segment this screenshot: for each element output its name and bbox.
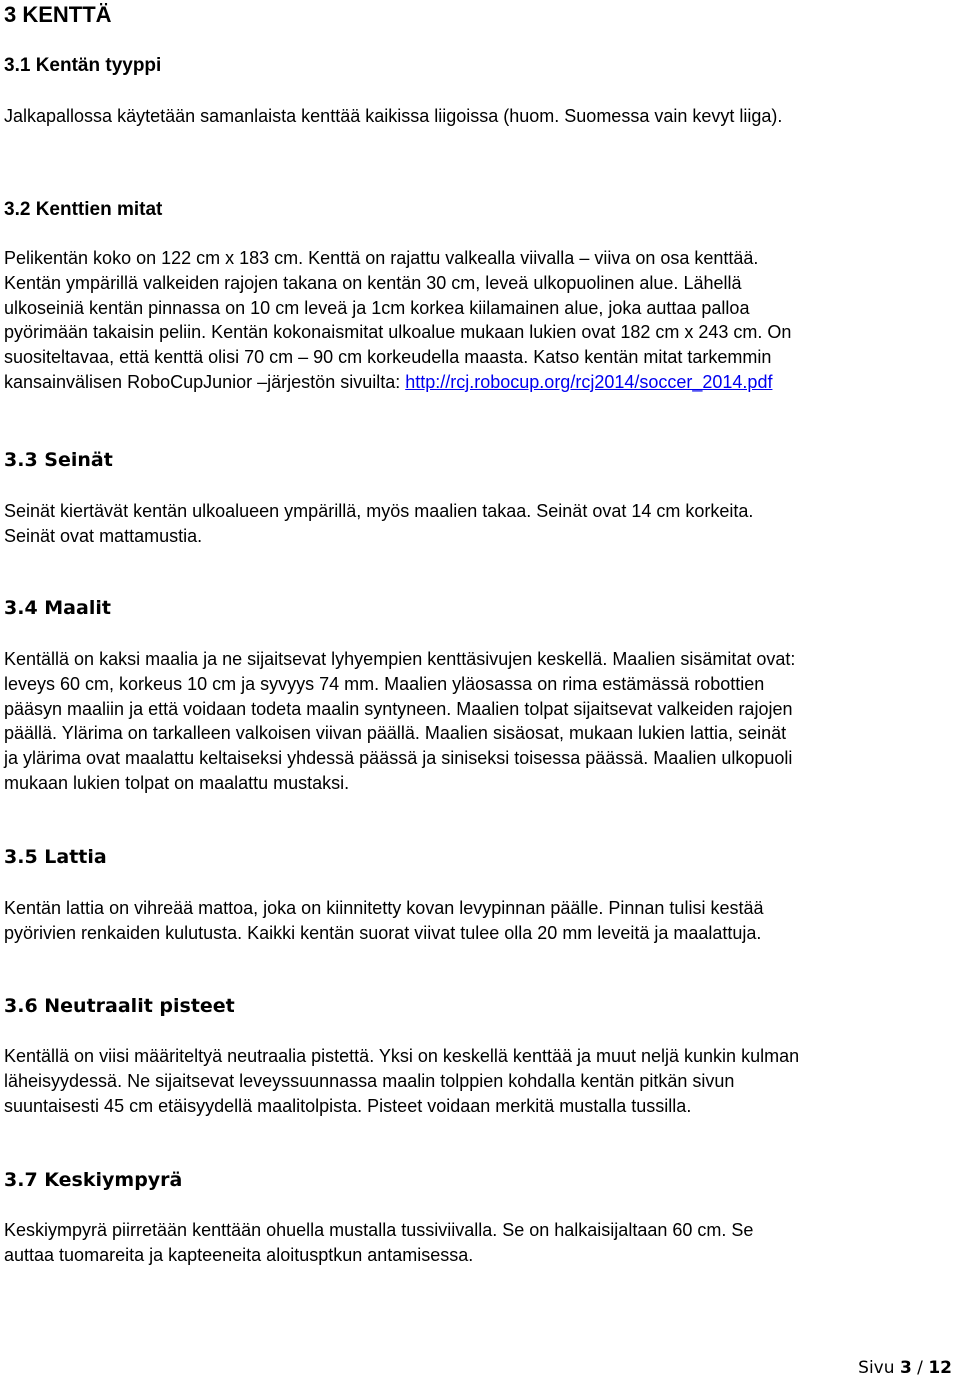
chapter-heading: 3 KENTTÄ	[4, 2, 112, 27]
text-line: Pelikentän koko on 122 cm x 183 cm. Kenttä on rajattu valkealla viivalla – viiva on osa kenttää.	[4, 248, 759, 268]
text-line: ulkoseiniä kentän pinnassa on 10 cm leveä ja 1cm korkea kiilamainen alue, joka auttaa palloa	[4, 297, 750, 318]
total-pages: 12	[928, 1358, 952, 1378]
text-line: päällä. Ylärima on tarkalleen valkoisen viivan päällä. Maalien sisäosat, mukaan lukien lattia, seinät	[4, 723, 787, 744]
section-heading-3-1: 3.1 Kentän tyyppi	[4, 55, 162, 76]
section-heading-3-4: 3.4 Maalit	[4, 597, 111, 619]
text-line: Kentän lattia on vihreää mattoa, joka on kiinnitetty kovan levypinnan päälle. Pinnan tulisi kestää	[4, 898, 764, 918]
section-3-7-body	[4, 1218, 960, 1268]
page-label: Sivu	[858, 1358, 900, 1378]
text-line: ja ylärima ovat maalattu keltaiseksi yhdessä päässä ja siniseksi toisessa päässä. Maalien ulkopuoli	[4, 748, 793, 769]
text-line: Kentällä on viisi määriteltyä neutraalia pistettä. Yksi on keskellä kenttää ja muut neljä kunkin kulman	[4, 1046, 800, 1066]
text-line: suositeltavaa, että kenttä olisi 70 cm – 90 cm korkeudella maasta. Katso kentän mitat tarkemmin	[4, 347, 772, 368]
section-heading-3-2: 3.2 Kenttien mitat	[4, 199, 163, 220]
section-heading-3-6: 3.6 Neutraalit pisteet	[4, 995, 235, 1017]
text-fragment: kansainvälisen RoboCupJunior –järjestön sivuilta:	[4, 371, 406, 392]
robocup-rules-link[interactable]: http://rcj.robocup.org/rcj2014/soccer_2014.pdf	[405, 371, 773, 392]
text-line: suuntaisesti 45 cm etäisyydellä maalitolpista. Pisteet voidaan merkitä mustalla tussilla.	[4, 1095, 692, 1116]
text-line: Keskiympyrä piirretään kenttään ohuella mustalla tussiviivalla. Se on halkaisijaltaan 60 cm. Se	[4, 1220, 754, 1240]
text-line: Seinät ovat mattamustia.	[4, 525, 203, 546]
current-page: 3	[899, 1358, 912, 1378]
text-line: pääsyn maaliin ja että voidaan todeta maalin syntyneen. Maalien tolpat sijaitsevat valkeiden rajojen	[4, 698, 793, 719]
page-separator: /	[911, 1358, 929, 1378]
section-3-1-body	[4, 104, 960, 129]
text-line-with-link	[4, 370, 960, 395]
text-line: Kentän ympärillä valkeiden rajojen takana on kentän 30 cm, leveä ulkopuolinen alue. Lähellä	[4, 272, 742, 293]
text-line: auttaa tuomareita ja kapteeneita aloitusptkun antamisessa.	[4, 1244, 474, 1265]
section-3-5-body	[4, 896, 960, 946]
text-line: Kentällä on kaksi maalia ja ne sijaitsevat lyhyempien kenttäsivujen keskellä. Maalien sisämitat ovat:	[4, 649, 796, 669]
section-3-3-body	[4, 499, 960, 549]
text-line: Jalkapallossa käytetään samanlaista kenttää kaikissa liigoissa (huom. Suomessa vain kevyt liiga).	[4, 106, 783, 126]
section-3-6-body	[4, 1044, 960, 1118]
text-line: pyörivien renkaiden kulutusta. Kaikki kentän suorat viivat tulee olla 20 mm leveitä ja maalattuja.	[4, 922, 762, 943]
page-number	[858, 1358, 952, 1378]
text-line: pyörimään takaisin peliin. Kentän kokonaismitat ulkoalue mukaan lukien ovat 182 cm x 243 cm. On	[4, 322, 792, 343]
text-line: Seinät kiertävät kentän ulkoalueen ympärillä, myös maalien takaa. Seinät ovat 14 cm korkeita.	[4, 501, 754, 521]
section-heading-3-5: 3.5 Lattia	[4, 846, 107, 868]
text-line: leveys 60 cm, korkeus 10 cm ja syvyys 74 mm. Maalien yläosassa on rima estämässä robottien	[4, 673, 765, 694]
section-heading-3-3: 3.3 Seinät	[4, 449, 113, 471]
text-line: mukaan lukien tolpat on maalattu mustaksi.	[4, 772, 350, 793]
section-3-2-body	[4, 246, 960, 395]
section-heading-3-7: 3.7 Keskiympyrä	[4, 1169, 183, 1191]
text-line: läheisyydessä. Ne sijaitsevat leveyssuunnassa maalin tolppien kohdalla kentän pitkän sivun	[4, 1070, 735, 1091]
section-3-4-body	[4, 647, 960, 796]
